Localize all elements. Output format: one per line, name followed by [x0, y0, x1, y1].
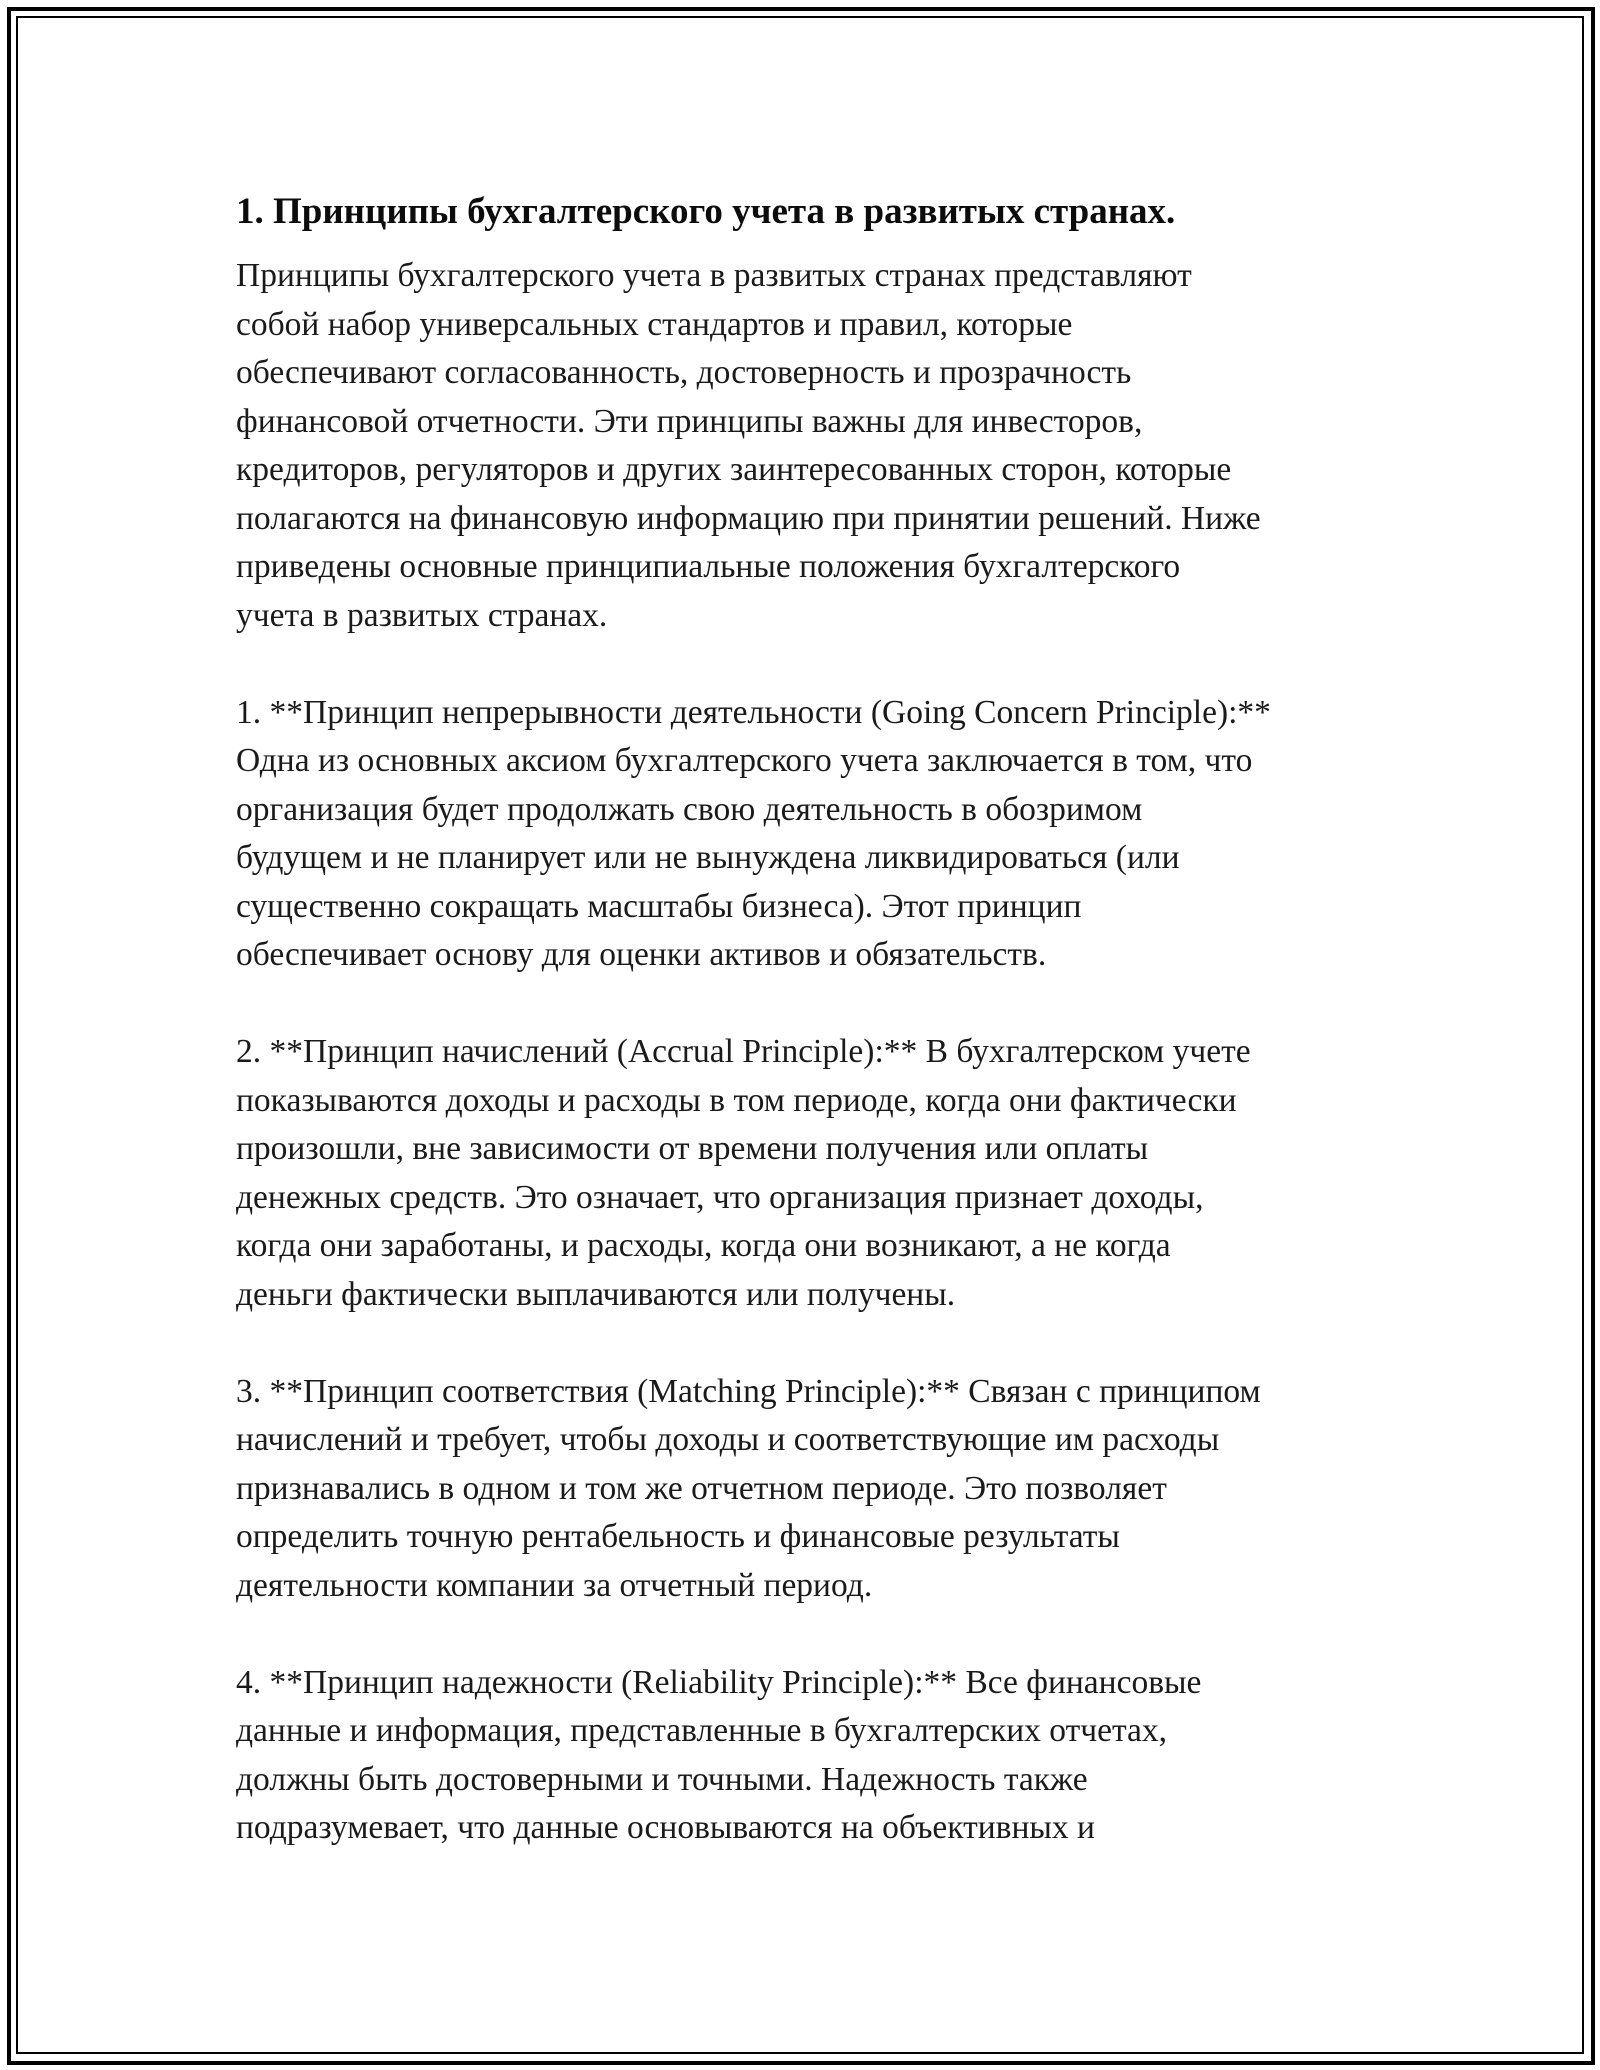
document-title: 1. Принципы бухгалтерского учета в развитых странах. — [236, 191, 1176, 232]
principle-matching: 3. **Принцип соответствия (Matching Principle):** Связан с принципом начислений и требует, чтобы доходы и соответствующие им расходы признавались в одном и том же отчетном периоде. Это позволяет определить точную рентабельность и финансовые результаты деятельности компании за отчетный период. — [236, 1372, 1261, 1604]
principle-accrual: 2. **Принцип начислений (Accrual Principle):** В бухгалтерском учете показываются доходы и расходы в том периоде, когда они фактически произошли, вне зависимости от времени получения или оплаты денежных средств. Это означает, что организация признает доходы, когда они заработаны, и расходы, когда они возникают, а не когда деньги фактически выплачиваются или получены. — [236, 1033, 1251, 1313]
principle-reliability: 4. **Принцип надежности (Reliability Principle):** Все финансовые данные и информация, представленные в бухгалтерских отчетах, должны быть достоверными и точными. Надежность также подразумевает, что данные основываются на объективных и — [236, 1663, 1202, 1846]
principle-going-concern: 1. **Принцип непрерывности деятельности (Going Concern Principle):** Одна из основных аксиом бухгалтерского учета заключается в том, что организация будет продолжать свою деятельность в обозримом будущем и не планирует или не вынуждена ликвидироваться (или существенно сокращать масштабы бизнеса). Этот принцип обеспечивает основу для оценки активов и обязательств. — [236, 693, 1271, 973]
document-body — [236, 186, 1396, 1901]
intro-paragraph: Принципы бухгалтерского учета в развитых странах представляют собой набор универсальных стандартов и правил, которые обеспечивают согласованность, достоверность и прозрачность финансовой отчетности. Эти принципы важны для инвесторов, кредиторов, регуляторов и других заинтересованных сторон, которые полагаются на финансовую информацию при принятии решений. Ниже приведены основные принципиальные положения бухгалтерского учета в развитых странах. — [236, 257, 1261, 634]
